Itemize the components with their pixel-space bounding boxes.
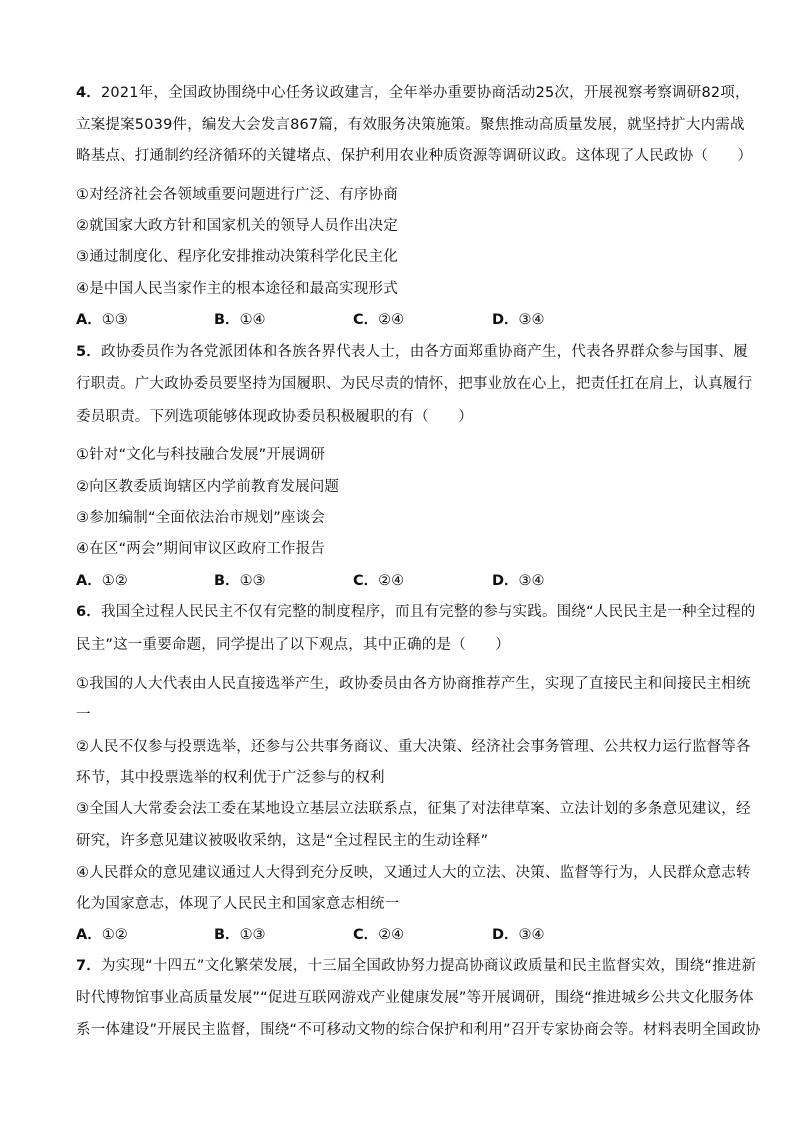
question-6-stem-line-1: 6．我国全过程人民民主不仅有完整的制度程序，而且有完整的参与实践。围绕“人民民主是一种全过程的 (76, 604, 756, 620)
option-c[interactable]: C．②④ (353, 312, 405, 328)
option-b[interactable]: B．①③ (214, 573, 266, 589)
question-4-statement-1: ①对经济社会各领域重要问题进行广泛、有序协商 (76, 187, 398, 203)
option-b[interactable]: B．①③ (214, 927, 266, 943)
question-6-statement-2-line-1: ②人民不仅参与投票选举，还参与公共事务商议、重大决策、经济社会事务管理、公共权力运行监督等各 (76, 739, 751, 755)
question-5-statement-2: ②向区教委质询辖区内学前教育发展问题 (76, 479, 340, 495)
question-4-stem-line-2: 立案提案5039件，编发大会发言867篇，有效服务决策施策。聚焦推动高质量发展，就坚持扩大内需战 (76, 117, 745, 133)
question-4-statement-3: ③通过制度化、程序化安排推动决策科学化民主化 (76, 249, 398, 265)
option-d[interactable]: D．③④ (492, 927, 545, 943)
option-d[interactable]: D．③④ (492, 573, 545, 589)
question-4-stem-line-3: 略基点、打通制约经济循环的关键堵点、保护利用农业种质资源等调研议政。这体现了人民政协（ ） (76, 148, 753, 164)
question-6-statement-1-line-2: 一 (76, 707, 91, 723)
option-a[interactable]: A．①② (76, 927, 128, 943)
option-c[interactable]: C．②④ (353, 927, 405, 943)
question-5-stem-line-3: 委员职责。下列选项能够体现政协委员积极履职的有（ ） (76, 409, 473, 425)
question-5-statement-1: ①针对“文化与科技融合发展”开展调研 (76, 447, 326, 463)
question-4-stem-line-1: 4．2021年，全国政协围绕中心任务议政建言，全年举办重要协商活动25次，开展视察考察调研82项， (76, 85, 750, 101)
question-4-number: 4． (76, 85, 101, 101)
question-4-options (76, 310, 724, 330)
option-b[interactable]: B．①④ (214, 312, 266, 328)
question-5-number: 5． (76, 344, 101, 360)
question-5-statement-3: ③参加编制“全面依法治市规划”座谈会 (76, 510, 326, 526)
question-6-statement-4-line-2: 化为国家意志，体现了人民民主和国家意志相统一 (76, 896, 400, 912)
option-d[interactable]: D．③④ (492, 312, 545, 328)
question-4-statement-4: ④是中国人民当家作主的根本途径和最高实现形式 (76, 281, 398, 297)
question-7-stem-line-1: 7．为实现“十四五”文化繁荣发展，十三届全国政协努力提高协商议政质量和民主监督实效，围绕“推进新 (76, 958, 757, 974)
question-7-stem-line-2: 时代博物馆事业高质量发展”“促进互联网游戏产业健康发展”等开展调研，围绕“推进城乡公共文化服务体 (76, 990, 754, 1006)
question-5-options (76, 571, 724, 591)
question-5-stem-line-1: 5．政协委员作为各党派团体和各族各界代表人士，由各方面郑重协商产生，代表各界群众参与国事、履 (76, 344, 748, 360)
question-5-stem-line-2: 行职责。广大政协委员要坚持为国履职、为民尽责的情怀，把事业放在心上，把责任扛在肩上，认真履行 (76, 376, 753, 392)
option-c[interactable]: C．②④ (353, 573, 405, 589)
question-6-statement-4-line-1: ④人民群众的意见建议通过人大得到充分反映，又通过人大的立法、决策、监督等行为，人民群众意志转 (76, 865, 751, 881)
question-7-stem-line-3: 系一体建设”开展民主监督，围绕“不可移动文物的综合保护和利用”召开专家协商会等。材料表明全国政协 (76, 1022, 761, 1038)
question-6-statement-3-line-2: 研究，许多意见建议被吸收采纳，这是“全过程民主的生动诠释” (76, 833, 489, 849)
question-7-number: 7． (76, 958, 101, 974)
option-a[interactable]: A．①② (76, 573, 128, 589)
question-6-number: 6． (76, 604, 101, 620)
question-6-options (76, 925, 724, 945)
question-6-statement-1-line-1: ①我国的人大代表由人民直接选举产生，政协委员由各方协商推荐产生，实现了直接民主和间接民主相统 (76, 676, 751, 692)
question-6-statement-3-line-1: ③全国人大常委会法工委在某地设立基层立法联系点，征集了对法律草案、立法计划的多条意见建议，经 (76, 801, 751, 817)
question-4-statement-2: ②就国家大政方针和国家机关的领导人员作出决定 (76, 218, 398, 234)
question-5-statement-4: ④在区“两会”期间审议区政府工作报告 (76, 541, 326, 557)
question-6-stem-line-2: 民主”这一重要命题，同学提出了以下观点，其中正确的是（ ） (76, 637, 511, 653)
option-a[interactable]: A．①③ (76, 312, 128, 328)
question-6-statement-2-line-2: 环节，其中投票选举的权利优于广泛参与的权利 (76, 770, 385, 786)
